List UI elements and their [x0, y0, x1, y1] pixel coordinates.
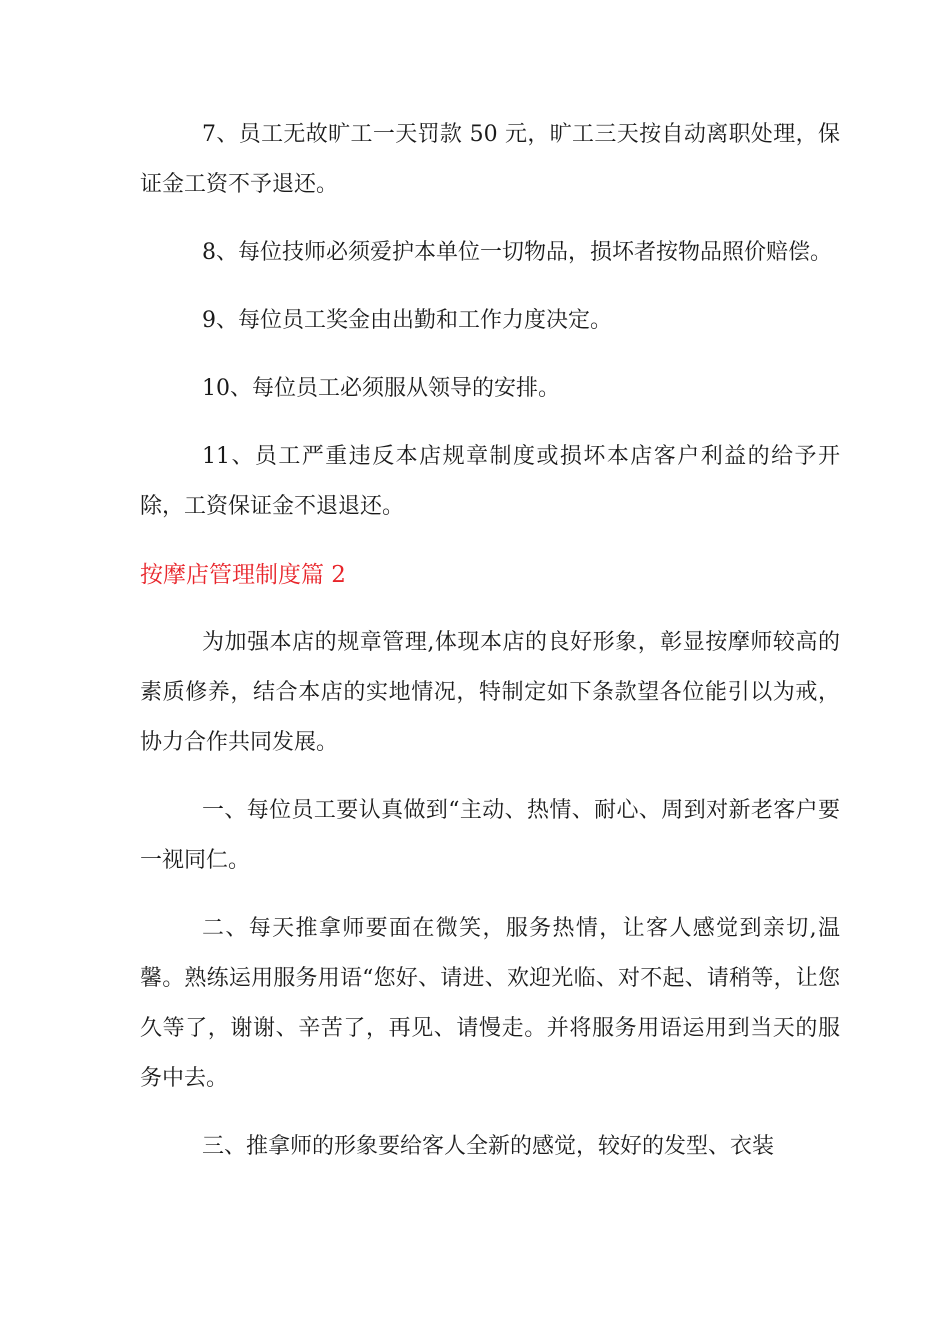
- rule-item-10: 10、每位员工必须服从领导的安排。: [202, 376, 560, 401]
- section-heading: 按摩店管理制度篇 2: [140, 562, 346, 588]
- rule-item-three: 三、推拿师的形象要给客人全新的感觉，较好的发型、衣装: [202, 1134, 775, 1159]
- rule-item-two: 二、每天推拿师要面在微笑，服务热情，让客人感觉到亲切,温馨。熟练运用服务用语“您好、请进、欢迎光临、对不起、请稍等，让您久等了，谢谢、辛苦了，再见、请慢走。并将服务用语运用到当天的服务中去。: [140, 916, 840, 1091]
- rule-item-one: 一、每位员工要认真做到“主动、热情、耐心、周到对新老客户要一视同仁。: [140, 798, 840, 873]
- rule-item-8: 8、每位技师必须爱护本单位一切物品，损坏者按物品照价赔偿。: [202, 240, 832, 265]
- intro-paragraph: 为加强本店的规章管理,体现本店的良好形象，彰显按摩师较高的素质修养，结合本店的实地情况，特制定如下条款望各位能引以为戒，协力合作共同发展。: [140, 630, 840, 755]
- rule-item-7: 7、员工无故旷工一天罚款 50 元，旷工三天按自动离职处理，保证金工资不予退还。: [140, 122, 840, 197]
- document-page: [140, 110, 840, 1190]
- rule-item-11: 11、员工严重违反本店规章制度或损坏本店客户利益的给予开除，工资保证金不退退还。: [140, 444, 840, 519]
- rule-item-9: 9、每位员工奖金由出勤和工作力度决定。: [202, 308, 612, 333]
